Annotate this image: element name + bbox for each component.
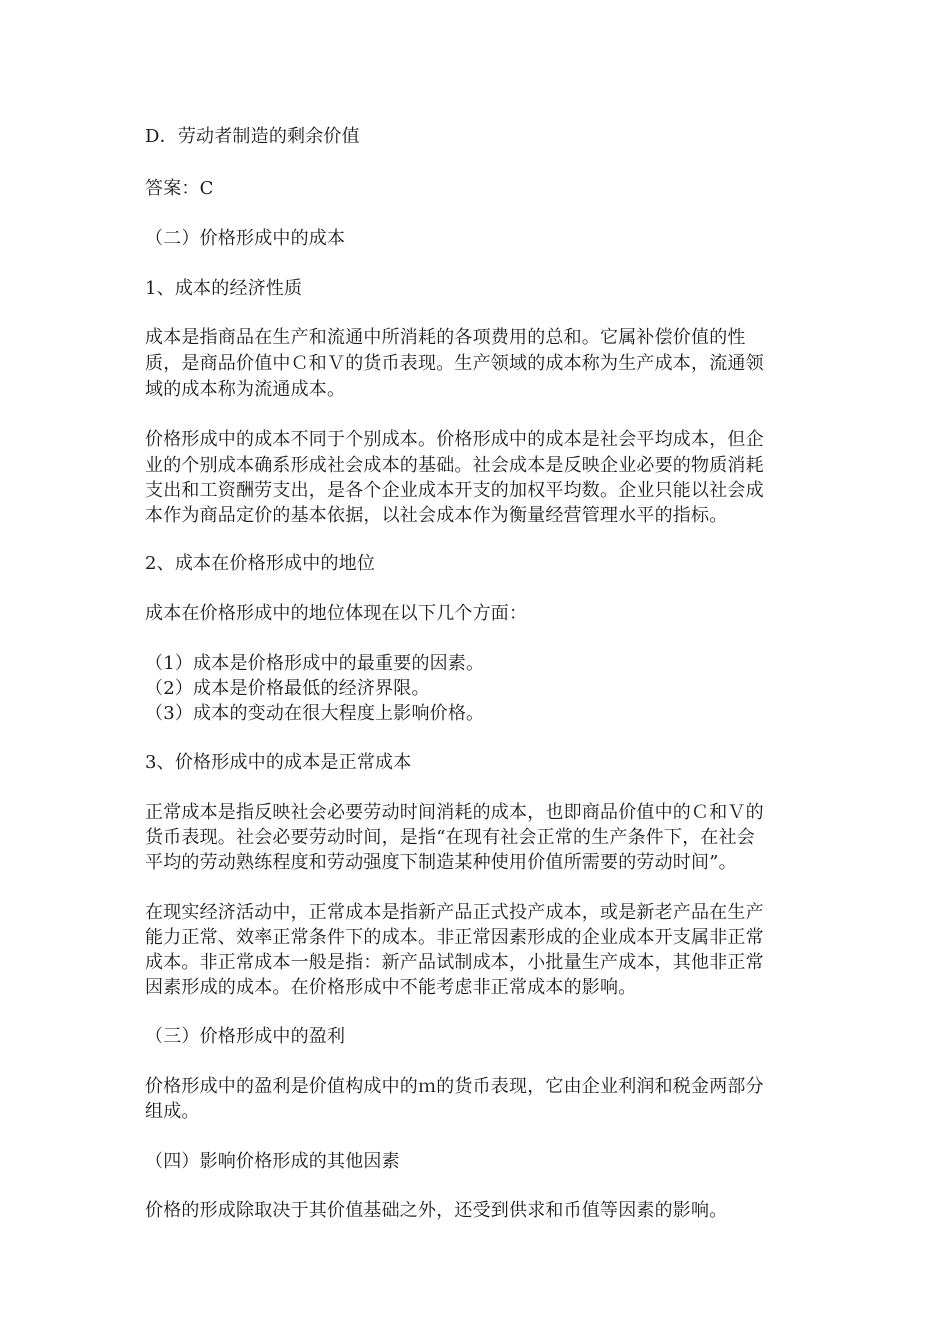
subheading-3: 3、价格形成中的成本是正常成本	[145, 752, 412, 773]
paragraph-line: 成本。非正常成本一般是指：新产品试制成本，小批量生产成本，其他非正常	[145, 952, 764, 973]
paragraph-line: 业的个别成本确系形成社会成本的基础。社会成本是反映企业必要的物质消耗	[145, 455, 764, 476]
paragraph-line: 在现实经济活动中，正常成本是指新产品正式投产成本，或是新老产品在生产	[145, 902, 764, 923]
section-heading-2: （二）价格形成中的成本	[145, 228, 346, 249]
paragraph-line: 能力正常、效率正常条件下的成本。非正常因素形成的企业成本开支属非正常	[145, 927, 764, 948]
list-item: （1）成本是价格形成中的最重要的因素。	[145, 653, 485, 674]
paragraph-line: 价格的形成除取决于其价值基础之外，还受到供求和币值等因素的影响。	[145, 1200, 728, 1221]
paragraph-line: 货币表现。社会必要劳动时间，是指“在现有社会正常的生产条件下，在社会	[145, 827, 755, 848]
subheading-1: 1、成本的经济性质	[145, 278, 303, 299]
paragraph-line: 平均的劳动熟练程度和劳动强度下制造某种使用价值所需要的劳动时间”。	[145, 852, 737, 873]
paragraph-line: 域的成本称为流通成本。	[145, 379, 346, 400]
paragraph-line: 组成。	[145, 1101, 200, 1122]
option-d-line: D．劳动者制造的剩余价值	[145, 126, 360, 147]
paragraph-line: 成本是指商品在生产和流通中所消耗的各项费用的总和。它属补偿价值的性	[145, 327, 746, 348]
paragraph-line: 因素形成的成本。在价格形成中不能考虑非正常成本的影响。	[145, 977, 637, 998]
paragraph-line: 成本在价格形成中的地位体现在以下几个方面：	[145, 603, 528, 624]
paragraph-line: 本作为商品定价的基本依据，以社会成本作为衡量经营管理水平的指标。	[145, 505, 728, 526]
section-heading-3: （三）价格形成中的盈利	[145, 1026, 346, 1047]
paragraph-line: 正常成本是指反映社会必要劳动时间消耗的成本，也即商品价值中的Ｃ和Ｖ的	[145, 802, 764, 823]
paragraph-line: 价格形成中的成本不同于个别成本。价格形成中的成本是社会平均成本，但企	[145, 429, 764, 450]
paragraph-line: 质，是商品价值中Ｃ和Ｖ的货币表现。生产领域的成本称为生产成本，流通领	[145, 353, 764, 374]
paragraph-line: 价格形成中的盈利是价值构成中的ｍ的货币表现，它由企业利润和税金两部分	[145, 1076, 764, 1097]
list-item: （3）成本的变动在很大程度上影响价格。	[145, 703, 485, 724]
subheading-2: 2、成本在价格形成中的地位	[145, 553, 376, 574]
paragraph-line: 支出和工资酬劳支出，是各个企业成本开支的加权平均数。企业只能以社会成	[145, 480, 764, 501]
answer-line: 答案：C	[145, 178, 214, 199]
list-item: （2）成本是价格最低的经济界限。	[145, 678, 430, 699]
section-heading-4: （四）影响价格形成的其他因素	[145, 1151, 400, 1172]
